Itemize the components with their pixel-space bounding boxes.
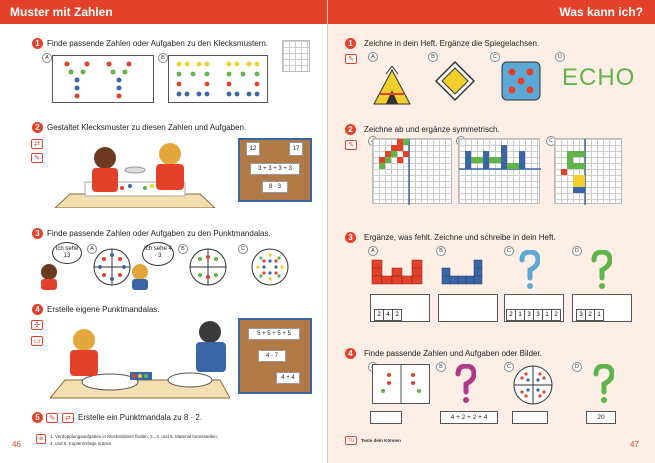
footer-text-right: Teste dein Können [361,438,401,443]
symmetry-grid-a [372,138,452,204]
digit: 1 [515,309,525,321]
question-mark-figure-c [516,250,540,290]
material-icon: ✣ [31,320,43,330]
r-label-1c: C [490,52,500,62]
notebook-icon: ✎ [345,54,357,64]
footnote-line-2: 4. und 5. Kopiervorlage nutzen [50,441,112,446]
answer-digits-3a [374,309,401,321]
left-header: Muster mit Zahlen [0,0,327,24]
answer-field-4c [512,411,548,424]
blot-card-4a-dots [373,365,429,403]
page-number-left: 46 [12,440,21,449]
r-task-text-1: Zeichne in dein Heft. Ergänze die Spiegelachsen. [364,39,540,48]
digit: 3 [533,309,543,321]
grid-paper-hint [282,40,310,72]
notebook-icon-2: ✎ [345,140,357,150]
digit: 2 [392,309,402,321]
blot-pattern-b [168,55,268,103]
board1-card-4: 8 · 3 [262,181,288,193]
digit: 2 [551,309,561,321]
blot-card-4a [372,364,430,404]
board2-card-2: 4 · 7 [258,350,286,362]
r-label-3a: A [368,246,378,256]
answer-digits-3d [576,309,603,321]
digit: 3 [524,309,534,321]
symmetry-grid-c [554,138,622,204]
echo-word: ECHO [562,64,636,91]
speech-bubble-2: Ich sehe 4 · 3 [142,242,174,266]
r-label-1b: B [428,52,438,62]
r-label-3b: B [436,246,446,256]
board1-card-1: 12 [246,142,260,156]
teacher-note-icon: ≡ [36,434,46,444]
board2-card-3: 4 + 4 [276,372,300,384]
block-tower-a [370,250,432,290]
task-number-5: 5 [32,412,43,423]
digit: 4 [383,309,393,321]
digit: 1 [594,309,604,321]
r-task-text-3: Ergänze, was fehlt. Zeichne und schreibe in dein Heft. [364,233,556,242]
tipi-shape [370,66,414,106]
r-label-3d: D [572,246,582,256]
dot-mandala-a [92,247,132,287]
blot-dots-b [169,56,267,102]
dot-mandala-c [250,247,290,287]
dice-shape [500,60,542,102]
digit: 2 [374,309,384,321]
copy-template-icon: ▭ [31,336,43,346]
question-mark-figure-d [588,250,612,290]
answer-field-4b: 4 + 2 + 2 + 4 [440,411,498,424]
task-number-2: 2 [32,122,43,133]
talk-icon-2: ⇄ [62,413,74,423]
dot-mandala-b [188,247,228,287]
label-3b: B [178,244,188,254]
task-text-2: Gestaltet Klecksmuster zu diesen Zahlen und Aufgaben. [47,123,247,132]
talk-icon: ✎ [31,153,43,163]
task-text-1: Finde passende Zahlen oder Aufgaben zu den Klecksmustern. [47,39,269,48]
footnote-line-1: 1. Verdopplungsaufgaben in Klecksbildern finden; 2., 4. und 5. Material bereitstellen; [50,434,218,439]
question-mark-figure-4b [452,364,476,404]
r-label-1a: A [368,52,378,62]
digit: 2 [585,309,595,321]
r-label-4d: D [572,362,582,372]
right-header: Was kann ich? [328,0,655,24]
task-text-5: Erstelle ein Punktmandala zu 8 · 2. [78,413,203,422]
task-text-4: Erstelle eigene Punktmandalas. [47,305,160,314]
r-task-text-4: Finde passende Zahlen und Aufgaben oder Bilder. [364,349,542,358]
r-label-1d: D [555,52,565,62]
symmetry-pattern-a [373,139,453,205]
answer-box-3b [438,294,498,322]
pencil-icon: ✎ [46,413,58,423]
answer-field-4d: 20 [586,411,616,424]
digit: 2 [506,309,516,321]
blot-pattern-a [52,55,154,103]
r-label-4c: C [504,362,514,372]
r-task-number-2: 2 [345,124,356,135]
r-label-4b: B [436,362,446,372]
board1-card-3: 3 + 3 + 3 + 3 [250,163,300,175]
r-task-number-3: 3 [345,232,356,243]
task-number-3: 3 [32,228,43,239]
children-painting-illustration [50,136,220,208]
task-number-4: 4 [32,304,43,315]
symmetry-grid-b [458,138,540,204]
children-mandala-illustration [50,318,230,400]
diamond-sign-shape [434,60,476,102]
book-spine [327,0,328,463]
r-label-3c: C [504,246,514,256]
answer-field-4a [370,411,402,424]
partner-work-icon: ⇄ [31,139,43,149]
dot-mandala-4c [512,364,554,406]
board1-card-2: 17 [289,142,303,156]
task-number-1: 1 [32,38,43,49]
symmetry-pattern-c [555,139,623,205]
label-a: A [42,53,52,63]
task-text-3: Finde passende Zahlen oder Aufgaben zu den Punktmandalas. [47,229,271,238]
page-number-right: 47 [630,440,639,449]
r-task-number-1: 1 [345,38,356,49]
r-task-number-4: 4 [345,348,356,359]
label-b: B [158,53,168,63]
block-tower-b [440,250,492,290]
symmetry-pattern-b [459,139,541,205]
speech-bubble-1: Ich sehe 13 [52,242,82,264]
label-3c: C [238,244,248,254]
label-3a: A [87,244,97,254]
blot-dots-a [53,56,153,102]
board2-card-1: 5 + 5 + 5 + 5 [248,328,300,340]
digit: 1 [542,309,552,321]
child-girl-icon [34,262,64,290]
r-task-text-2: Zeichne ab und ergänze symmetrisch. [364,125,500,134]
answer-digits-3c [506,309,560,321]
question-mark-figure-4d [590,364,614,404]
digit: 3 [576,309,586,321]
test-badge: TU [345,436,357,445]
r-label-2c: C [546,136,556,146]
